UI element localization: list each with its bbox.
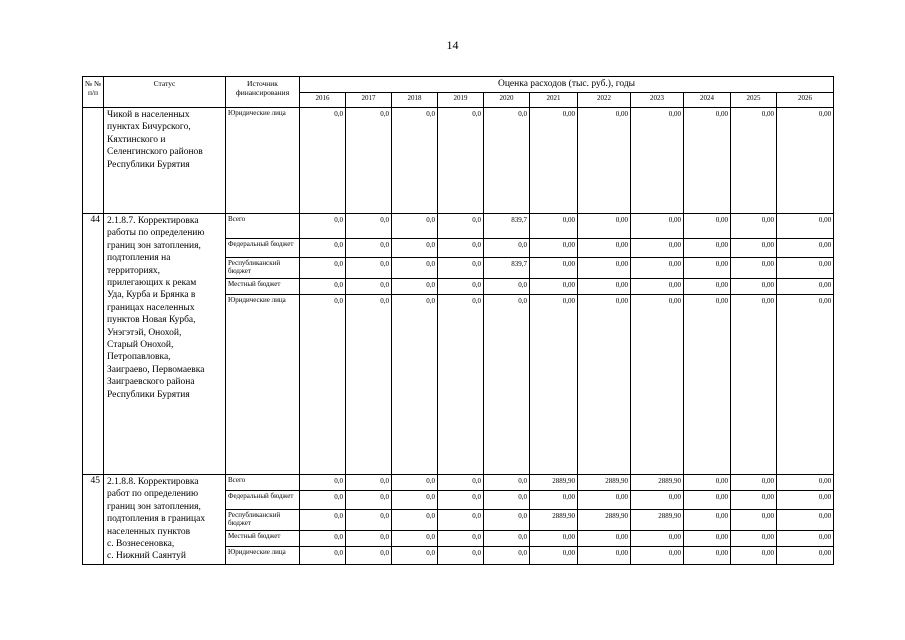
value-cell: 0,0 [300,258,346,279]
value-cell: 0,0 [392,531,438,547]
value-cell: 0,00 [631,295,684,475]
funding-source: Юридические лица [226,547,300,565]
page-number: 14 [446,38,459,52]
value-cell: 0,00 [731,239,777,258]
value-cell: 0,0 [438,475,484,491]
value-cell: 0,00 [731,547,777,565]
value-cell: 0,00 [631,531,684,547]
funding-source: Местный бюджет [226,531,300,547]
table-row [83,108,834,214]
value-cell: 0,00 [731,491,777,510]
value-cell: 0,00 [631,258,684,279]
funding-source: Всего [226,214,300,239]
value-cell: 0,00 [530,258,578,279]
funding-source: Федеральный бюджет [226,491,300,510]
value-cell: 0,00 [777,510,834,531]
value-cell: 0,00 [777,295,834,475]
value-cell: 0,00 [578,239,631,258]
year-header: 2017 [346,93,392,108]
value-cell: 839,7 [484,214,530,239]
value-cell: 0,0 [392,279,438,295]
value-cell: 2889,90 [631,510,684,531]
value-cell: 0,00 [578,295,631,475]
value-cell: 0,0 [484,279,530,295]
value-cell: 0,0 [300,279,346,295]
row-number: 45 [83,475,104,565]
value-cell: 0,00 [631,214,684,239]
value-cell: 0,00 [777,491,834,510]
value-cell: 0,00 [578,279,631,295]
value-cell: 0,00 [631,491,684,510]
funding-source: Республиканский бюджет [226,258,300,279]
value-cell: 0,00 [578,531,631,547]
value-cell: 0,0 [346,108,392,214]
value-cell: 0,0 [392,475,438,491]
year-header: 2025 [731,93,777,108]
value-cell: 0,0 [392,258,438,279]
value-cell: 0,00 [777,108,834,214]
funding-source: Юридические лица [226,295,300,475]
header-status: Статус [104,77,226,108]
value-cell: 0,00 [731,531,777,547]
year-header: 2016 [300,93,346,108]
value-cell: 0,00 [578,108,631,214]
funding-source: Всего [226,475,300,491]
value-cell: 0,0 [392,547,438,565]
value-cell: 0,00 [731,279,777,295]
value-cell: 0,0 [346,531,392,547]
value-cell: 0,00 [731,475,777,491]
value-cell: 0,0 [438,547,484,565]
value-cell: 0,00 [578,258,631,279]
value-cell: 0,00 [731,258,777,279]
value-cell: 0,0 [484,510,530,531]
value-cell: 0,0 [346,510,392,531]
value-cell: 0,00 [777,239,834,258]
year-header: 2022 [578,93,631,108]
value-cell: 0,00 [631,108,684,214]
value-cell: 0,0 [300,239,346,258]
value-cell: 0,00 [530,295,578,475]
value-cell: 0,00 [684,547,731,565]
status-text: Чикой в населенных пунктах Бичурского, Кяхтинского и Селенгинского районов Республики Бурятия [104,108,226,214]
table-row [83,475,834,491]
value-cell: 0,00 [777,547,834,565]
value-cell: 0,0 [300,475,346,491]
value-cell: 0,00 [777,214,834,239]
value-cell: 0,00 [684,258,731,279]
value-cell: 0,00 [684,108,731,214]
year-header: 2023 [631,93,684,108]
year-header: 2021 [530,93,578,108]
funding-source: Республиканский бюджет [226,510,300,531]
value-cell: 0,00 [777,279,834,295]
value-cell: 0,00 [631,279,684,295]
value-cell: 0,00 [631,547,684,565]
value-cell: 2889,90 [530,475,578,491]
value-cell: 0,0 [300,295,346,475]
value-cell: 0,00 [731,108,777,214]
value-cell: 0,00 [631,239,684,258]
funding-source: Юридические лица [226,108,300,214]
funding-source: Федеральный бюджет [226,239,300,258]
value-cell: 0,00 [578,547,631,565]
value-cell: 0,0 [346,279,392,295]
value-cell: 0,00 [530,547,578,565]
funding-source: Местный бюджет [226,279,300,295]
value-cell: 2889,90 [631,475,684,491]
value-cell: 0,0 [300,547,346,565]
value-cell: 0,00 [777,258,834,279]
value-cell: 0,00 [684,531,731,547]
value-cell: 0,0 [438,531,484,547]
value-cell: 0,0 [392,491,438,510]
value-cell: 0,00 [777,531,834,547]
value-cell: 0,0 [346,491,392,510]
value-cell: 0,0 [438,239,484,258]
year-header: 2020 [484,93,530,108]
value-cell: 0,00 [684,214,731,239]
value-cell: 0,0 [484,475,530,491]
value-cell: 2889,90 [530,510,578,531]
value-cell: 0,0 [484,491,530,510]
value-cell: 0,00 [731,295,777,475]
year-header: 2024 [684,93,731,108]
year-header: 2026 [777,93,834,108]
value-cell: 0,0 [346,214,392,239]
value-cell: 0,0 [484,108,530,214]
value-cell: 0,0 [392,214,438,239]
value-cell: 0,00 [530,491,578,510]
value-cell: 0,0 [300,531,346,547]
value-cell: 839,7 [484,258,530,279]
value-cell: 0,0 [346,295,392,475]
value-cell: 0,0 [484,547,530,565]
value-cell: 0,0 [484,531,530,547]
value-cell: 0,00 [530,108,578,214]
value-cell: 0,0 [438,510,484,531]
status-text: 2.1.8.7. Корректировка работы по определению границ зон затопления, подтопления на территориях, прилегающих к рекам Уда, Курба и Брянка в границах населенных пунктов Новая Курба, Унэгэтэй, Онохой, Старый Онохой, Петропавловка, Заиграево, Первомаевка Заиграевского района Республики Бурятия [104,214,226,475]
value-cell: 0,00 [530,214,578,239]
value-cell: 0,0 [438,491,484,510]
header-costs: Оценка расходов (тыс. руб.), годы [300,77,834,93]
value-cell: 0,0 [300,491,346,510]
value-cell: 0,00 [530,279,578,295]
value-cell: 0,00 [731,510,777,531]
header-number: № № п/п [83,77,104,108]
value-cell: 0,0 [484,295,530,475]
value-cell: 0,00 [684,239,731,258]
value-cell: 0,0 [438,108,484,214]
value-cell: 0,0 [438,214,484,239]
value-cell: 0,0 [300,510,346,531]
value-cell: 0,0 [346,258,392,279]
value-cell: 0,00 [578,491,631,510]
value-cell: 0,0 [346,475,392,491]
row-number: 44 [83,214,104,475]
value-cell: 0,0 [346,547,392,565]
value-cell: 0,00 [684,510,731,531]
row-number [83,108,104,214]
year-header: 2018 [392,93,438,108]
value-cell: 0,00 [731,214,777,239]
value-cell: 0,00 [578,214,631,239]
value-cell: 0,00 [684,491,731,510]
value-cell: 0,0 [392,239,438,258]
value-cell: 0,0 [392,510,438,531]
value-cell: 0,0 [438,279,484,295]
value-cell: 2889,90 [578,475,631,491]
value-cell: 0,0 [392,295,438,475]
year-header: 2019 [438,93,484,108]
status-text: 2.1.8.8. Корректировка работ по определению границ зон затопления, подтопления в границах населенных пунктов с. Вознесеновка, с. Нижний Саянтуй [104,475,226,565]
table-row [83,214,834,239]
value-cell: 0,00 [530,531,578,547]
value-cell: 0,00 [684,475,731,491]
value-cell: 0,0 [300,108,346,214]
value-cell: 0,0 [392,108,438,214]
value-cell: 0,00 [684,279,731,295]
value-cell: 0,00 [530,239,578,258]
value-cell: 2889,90 [578,510,631,531]
value-cell: 0,0 [300,214,346,239]
value-cell: 0,0 [346,239,392,258]
expenditure-table [82,76,834,565]
value-cell: 0,0 [484,239,530,258]
value-cell: 0,00 [684,295,731,475]
value-cell: 0,0 [438,295,484,475]
value-cell: 0,00 [777,475,834,491]
header-source: Источник финансирования [226,77,300,108]
value-cell: 0,0 [438,258,484,279]
